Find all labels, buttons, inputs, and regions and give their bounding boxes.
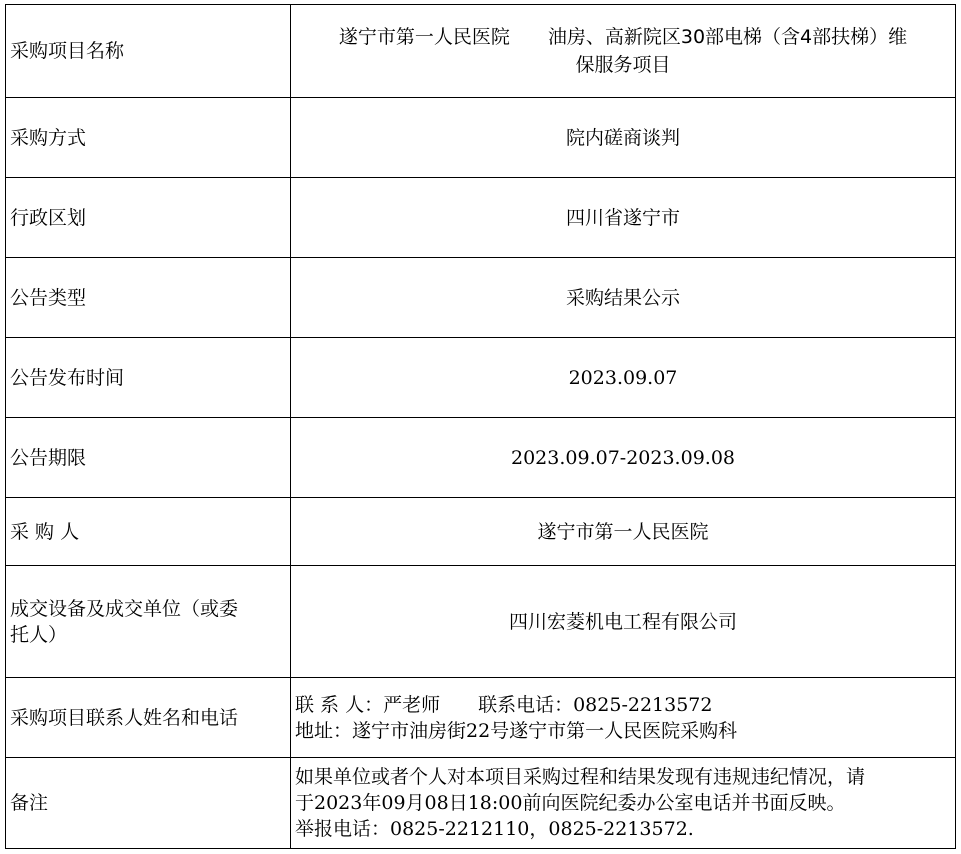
contact-address: 地址：遂宁市油房街22号遂宁市第一人民医院采购科 — [295, 719, 738, 742]
value-project-name — [291, 5, 956, 98]
label-publish-time: 公告发布时间 — [6, 338, 291, 418]
project-name-detail: 油房、高新院区30部电梯（含4部扶梯）维 — [547, 26, 908, 48]
row-remarks — [6, 758, 956, 849]
row-procurement-method — [6, 98, 956, 178]
project-name-line2: 保服务项目 — [575, 54, 671, 76]
value-purchaser: 遂宁市第一人民医院 — [291, 498, 956, 566]
label-winning-supplier-line1: 成交设备及成交单位（或委 — [10, 597, 239, 620]
row-notice-period — [6, 418, 956, 498]
value-contact — [291, 678, 956, 758]
value-procurement-method: 院内磋商谈判 — [291, 98, 956, 178]
project-name-hospital: 遂宁市第一人民医院 — [338, 26, 510, 48]
label-remarks: 备注 — [6, 758, 291, 849]
label-region: 行政区划 — [6, 178, 291, 258]
label-contact: 采购项目联系人姓名和电话 — [6, 678, 291, 758]
label-project-name: 采购项目名称 — [6, 5, 291, 98]
label-notice-type: 公告类型 — [6, 258, 291, 338]
row-winning-supplier — [6, 566, 956, 678]
label-purchaser: 采 购 人 — [6, 498, 291, 566]
row-notice-type — [6, 258, 956, 338]
row-purchaser — [6, 498, 956, 566]
value-region: 四川省遂宁市 — [291, 178, 956, 258]
row-publish-time — [6, 338, 956, 418]
row-contact — [6, 678, 956, 758]
remarks-line2: 于2023年09月08日18:00前向医院纪委办公室电话并书面反映。 — [295, 792, 846, 814]
value-remarks — [291, 758, 956, 849]
value-winning-supplier: 四川宏菱机电工程有限公司 — [291, 566, 956, 678]
procurement-info-table — [5, 4, 956, 849]
row-project-name — [6, 5, 956, 98]
value-notice-type: 采购结果公示 — [291, 258, 956, 338]
label-winning-supplier-line2: 托人） — [10, 623, 68, 646]
row-region — [6, 178, 956, 258]
contact-phone: 联系电话：0825-2213572 — [478, 693, 713, 716]
label-procurement-method: 采购方式 — [6, 98, 291, 178]
remarks-line3: 举报电话：0825-2212110，0825-2213572. — [295, 818, 694, 840]
contact-person: 联 系 人：严老师 — [295, 693, 441, 716]
label-notice-period: 公告期限 — [6, 418, 291, 498]
contact-line — [295, 692, 951, 718]
label-winning-supplier — [6, 566, 291, 678]
value-publish-time: 2023.09.07 — [291, 338, 956, 418]
value-notice-period: 2023.09.07-2023.09.08 — [291, 418, 956, 498]
remarks-line1: 如果单位或者个人对本项目采购过程和结果发现有违规违纪情况，请 — [295, 766, 866, 788]
